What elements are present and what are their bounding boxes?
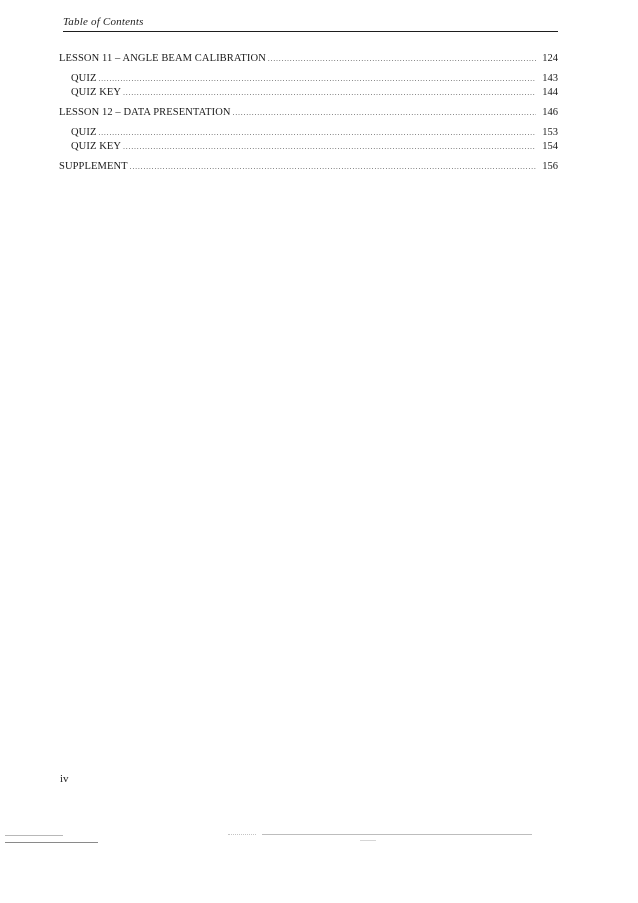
toc-entry-label: QUIZ — [71, 127, 97, 138]
page-number: iv — [60, 773, 69, 785]
page-header — [63, 16, 558, 33]
dot-leader — [123, 140, 536, 154]
toc-entry-page: 124 — [542, 53, 558, 64]
toc-entry-label: LESSON 12 – DATA PRESENTATION — [59, 107, 231, 118]
running-header-title: Table of Contents — [63, 16, 144, 28]
toc-entry-lesson-11[interactable] — [59, 52, 558, 66]
toc-entry-page: 154 — [542, 141, 558, 152]
scan-artifact-line — [5, 835, 63, 836]
dot-leader — [233, 106, 536, 120]
toc-entry-lesson-12[interactable] — [59, 106, 558, 120]
scan-artifact-line — [360, 840, 376, 841]
dot-leader — [123, 86, 536, 100]
toc-entry-label: SUPPLEMENT — [59, 161, 128, 172]
dot-leader — [130, 160, 536, 174]
toc-entry-label: LESSON 11 – ANGLE BEAM CALIBRATION — [59, 53, 266, 64]
dot-leader — [268, 52, 536, 66]
scan-artifact-line — [5, 842, 98, 843]
toc-entry-supplement[interactable] — [59, 160, 558, 174]
toc-entry-lesson-11-quiz[interactable] — [71, 72, 558, 86]
toc-entry-lesson-11-quiz-key[interactable] — [71, 86, 558, 100]
scan-artifact-line — [228, 834, 256, 835]
toc-entry-page: 156 — [542, 161, 558, 172]
toc-entry-page: 143 — [542, 73, 558, 84]
toc-entry-lesson-12-quiz[interactable] — [71, 126, 558, 140]
toc-entry-page: 146 — [542, 107, 558, 118]
scan-artifact-line — [262, 834, 532, 835]
toc-entry-page: 144 — [542, 87, 558, 98]
toc-entry-label: QUIZ — [71, 73, 97, 84]
dot-leader — [98, 72, 536, 86]
toc-entry-label: QUIZ KEY — [71, 141, 122, 152]
header-rule — [63, 31, 558, 32]
toc-entry-label: QUIZ KEY — [71, 87, 122, 98]
toc-entry-lesson-12-quiz-key[interactable] — [71, 140, 558, 154]
dot-leader — [98, 126, 536, 140]
toc-entry-page: 153 — [542, 127, 558, 138]
